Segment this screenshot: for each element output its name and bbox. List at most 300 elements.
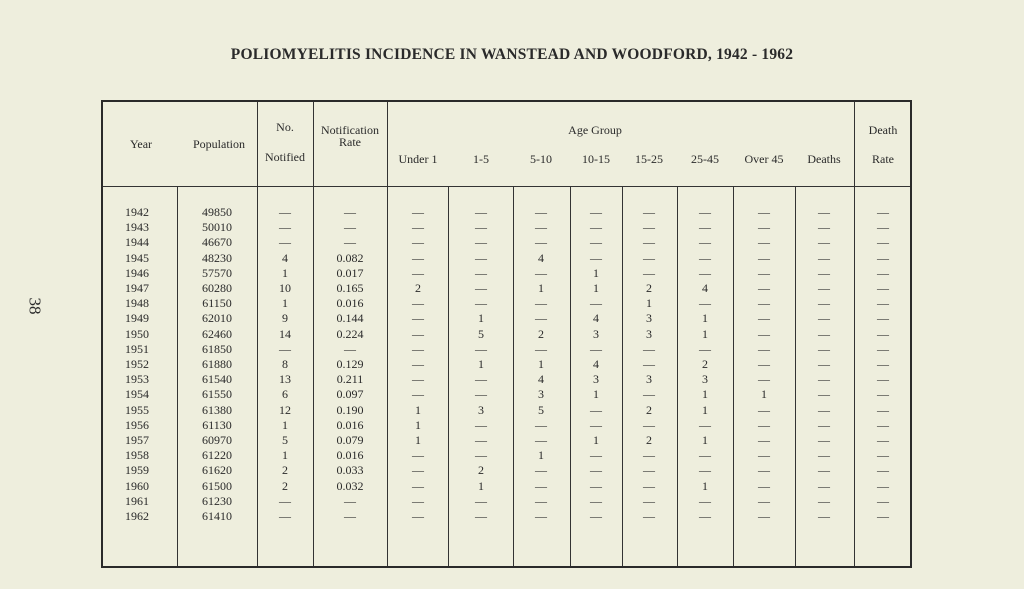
cell-no-notified: 14: [279, 326, 291, 341]
cell-age-10-15: —: [590, 463, 602, 478]
cell-death-rate: —: [877, 493, 889, 508]
cell-notification-rate: —: [344, 235, 356, 250]
cell-over-45: —: [758, 372, 770, 387]
cell-age-1-5: 1: [478, 357, 484, 371]
cell-death-rate: —: [877, 296, 889, 311]
cell-population: 57570: [202, 265, 232, 280]
header-death-rate-top: Death: [868, 123, 898, 137]
cell-age-25-45: 1: [702, 433, 708, 447]
cell-year: 1956: [125, 417, 149, 432]
cell-deaths: —: [818, 509, 830, 523]
cell-age-5-10: 4: [538, 372, 544, 387]
cell-age-1-5: 2: [478, 463, 484, 478]
cell-notification-rate: —: [344, 220, 356, 235]
cell-age-5-10: —: [535, 311, 547, 326]
cell-over-45: —: [758, 357, 770, 371]
cell-population: 61230: [202, 493, 232, 508]
cell-no-notified: —: [279, 235, 291, 250]
cell-under-1: —: [412, 341, 424, 356]
cell-under-1: —: [412, 235, 424, 250]
header-population: Population: [192, 137, 246, 151]
cell-death-rate: —: [877, 417, 889, 432]
cell-under-1: —: [412, 265, 424, 280]
cell-age-1-5: 1: [478, 311, 484, 326]
cell-notification-rate: 0.129: [336, 357, 364, 371]
cell-age-10-15: —: [590, 220, 602, 235]
cell-age-5-10: —: [535, 493, 547, 508]
cell-over-45: —: [758, 235, 770, 250]
cell-age-15-25: —: [643, 357, 655, 371]
cell-no-notified: 1: [282, 265, 288, 280]
cell-death-rate: —: [877, 235, 889, 250]
cell-population: 61620: [202, 463, 232, 478]
cell-age-10-15: —: [590, 296, 602, 311]
cell-age-15-25: 2: [646, 281, 652, 295]
cell-population: 61500: [202, 478, 232, 493]
cell-deaths: —: [818, 478, 830, 493]
cell-deaths: —: [818, 326, 830, 341]
cell-age-5-10: 2: [538, 326, 544, 341]
cell-age-10-15: —: [590, 493, 602, 508]
cell-age-1-5: —: [475, 205, 487, 219]
header-age-10-15: 10-15: [582, 152, 610, 166]
cell-age-10-15: 3: [593, 326, 599, 341]
cell-over-45: —: [758, 493, 770, 508]
cell-death-rate: —: [877, 509, 889, 523]
cell-age-25-45: —: [699, 417, 711, 432]
cell-notification-rate: 0.017: [336, 265, 364, 280]
table-row: [103, 418, 910, 433]
cell-over-45: —: [758, 509, 770, 523]
cell-age-10-15: 1: [593, 433, 599, 447]
cell-notification-rate: 0.082: [336, 250, 364, 265]
table-row: [103, 494, 910, 509]
cell-age-5-10: 3: [538, 387, 544, 402]
cell-age-1-5: —: [475, 265, 487, 280]
cell-death-rate: —: [877, 250, 889, 265]
cell-age-10-15: 1: [593, 387, 599, 402]
cell-over-45: 1: [761, 387, 767, 402]
cell-notification-rate: 0.016: [336, 296, 364, 311]
cell-deaths: —: [818, 433, 830, 447]
cell-year: 1946: [125, 265, 149, 280]
cell-age-5-10: —: [535, 205, 547, 219]
cell-year: 1943: [125, 220, 149, 235]
cell-population: 61410: [202, 509, 232, 523]
cell-population: 48230: [202, 250, 232, 265]
cell-no-notified: 8: [282, 357, 288, 371]
cell-age-25-45: —: [699, 250, 711, 265]
cell-over-45: —: [758, 402, 770, 417]
cell-no-notified: 1: [282, 448, 288, 463]
cell-deaths: —: [818, 281, 830, 295]
cell-age-1-5: —: [475, 493, 487, 508]
cell-age-5-10: —: [535, 463, 547, 478]
cell-age-1-5: —: [475, 433, 487, 447]
cell-deaths: —: [818, 341, 830, 356]
cell-under-1: —: [412, 372, 424, 387]
cell-death-rate: —: [877, 402, 889, 417]
cell-age-10-15: —: [590, 478, 602, 493]
cell-year: 1945: [125, 250, 149, 265]
cell-death-rate: —: [877, 387, 889, 402]
cell-under-1: —: [412, 478, 424, 493]
cell-notification-rate: 0.016: [336, 448, 364, 463]
cell-population: 61880: [202, 357, 232, 371]
table-row: [103, 281, 910, 296]
cell-year: 1950: [125, 326, 149, 341]
page-title: POLIOMYELITIS INCIDENCE IN WANSTEAD AND WOODFORD, 1942 - 1962: [230, 46, 794, 63]
cell-age-15-25: —: [643, 265, 655, 280]
cell-over-45: —: [758, 296, 770, 311]
cell-under-1: —: [412, 387, 424, 402]
cell-under-1: —: [412, 250, 424, 265]
cell-age-15-25: —: [643, 417, 655, 432]
cell-no-notified: 5: [282, 433, 288, 447]
table-row: [103, 327, 910, 342]
cell-over-45: —: [758, 326, 770, 341]
cell-year: 1944: [125, 235, 149, 250]
cell-population: 61540: [202, 372, 232, 387]
cell-no-notified: —: [279, 205, 291, 219]
cell-age-15-25: —: [643, 341, 655, 356]
cell-age-1-5: —: [475, 250, 487, 265]
cell-under-1: —: [412, 493, 424, 508]
cell-age-15-25: —: [643, 220, 655, 235]
cell-age-1-5: —: [475, 281, 487, 295]
cell-over-45: —: [758, 265, 770, 280]
cell-deaths: —: [818, 402, 830, 417]
cell-age-1-5: —: [475, 220, 487, 235]
cell-notification-rate: 0.224: [336, 326, 364, 341]
cell-under-1: —: [412, 463, 424, 478]
cell-no-notified: —: [279, 509, 291, 523]
cell-age-5-10: 4: [538, 250, 544, 265]
table-row: [103, 387, 910, 402]
header-age-group: Age Group: [568, 123, 622, 137]
cell-age-25-45: —: [699, 220, 711, 235]
cell-notification-rate: 0.165: [336, 281, 364, 295]
cell-age-1-5: 5: [478, 326, 484, 341]
cell-age-10-15: 1: [593, 265, 599, 280]
cell-over-45: —: [758, 448, 770, 463]
cell-no-notified: 2: [282, 478, 288, 493]
cell-population: 61130: [202, 417, 232, 432]
cell-over-45: —: [758, 478, 770, 493]
cell-age-1-5: —: [475, 387, 487, 402]
header-no-notified-bottom: Notified: [265, 150, 305, 164]
cell-age-1-5: —: [475, 417, 487, 432]
table-row: [103, 479, 910, 494]
table-row: [103, 205, 910, 220]
cell-notification-rate: 0.032: [336, 478, 364, 493]
cell-year: 1959: [125, 463, 149, 478]
cell-no-notified: 1: [282, 296, 288, 311]
cell-over-45: —: [758, 341, 770, 356]
cell-age-5-10: 1: [538, 357, 544, 371]
header-notification-rate-bottom: Rate: [339, 135, 361, 149]
cell-year: 1942: [125, 205, 149, 219]
cell-deaths: —: [818, 463, 830, 478]
cell-notification-rate: 0.144: [336, 311, 364, 326]
cell-age-5-10: 1: [538, 448, 544, 463]
cell-age-15-25: —: [643, 478, 655, 493]
cell-no-notified: 13: [279, 372, 291, 387]
cell-year: 1947: [125, 281, 149, 295]
cell-age-5-10: —: [535, 417, 547, 432]
cell-under-1: 1: [415, 433, 421, 447]
cell-population: 62010: [202, 311, 232, 326]
cell-year: 1953: [125, 372, 149, 387]
cell-year: 1960: [125, 478, 149, 493]
cell-age-5-10: —: [535, 341, 547, 356]
header-age-25-45: 25-45: [691, 152, 719, 166]
cell-death-rate: —: [877, 372, 889, 387]
cell-over-45: —: [758, 463, 770, 478]
cell-age-5-10: 1: [538, 281, 544, 295]
cell-age-15-25: 3: [646, 311, 652, 326]
cell-year: 1952: [125, 357, 149, 371]
cell-population: 61550: [202, 387, 232, 402]
cell-notification-rate: —: [344, 205, 356, 219]
cell-age-25-45: 1: [702, 311, 708, 326]
cell-notification-rate: 0.190: [336, 402, 364, 417]
cell-population: 61220: [202, 448, 232, 463]
cell-under-1: 1: [415, 417, 421, 432]
cell-age-15-25: —: [643, 250, 655, 265]
cell-population: 61150: [202, 296, 232, 311]
cell-population: 61380: [202, 402, 232, 417]
cell-death-rate: —: [877, 448, 889, 463]
cell-age-5-10: 5: [538, 402, 544, 417]
cell-deaths: —: [818, 250, 830, 265]
header-no-notified-top: No.: [276, 120, 294, 134]
table-row: [103, 251, 910, 266]
cell-age-25-45: —: [699, 341, 711, 356]
cell-no-notified: 9: [282, 311, 288, 326]
cell-no-notified: 10: [279, 281, 291, 295]
cell-no-notified: 12: [279, 402, 291, 417]
cell-notification-rate: 0.033: [336, 463, 364, 478]
header-age-15-25: 15-25: [635, 152, 663, 166]
cell-year: 1955: [125, 402, 149, 417]
header-over-45: Over 45: [744, 152, 784, 166]
cell-death-rate: —: [877, 311, 889, 326]
cell-deaths: —: [818, 205, 830, 219]
cell-age-5-10: —: [535, 433, 547, 447]
cell-age-1-5: —: [475, 509, 487, 523]
cell-population: 60280: [202, 281, 232, 295]
cell-age-5-10: —: [535, 220, 547, 235]
cell-over-45: —: [758, 433, 770, 447]
cell-age-25-45: —: [699, 509, 711, 523]
cell-age-5-10: —: [535, 235, 547, 250]
cell-age-5-10: —: [535, 509, 547, 523]
cell-age-25-45: —: [699, 463, 711, 478]
table-row: [103, 220, 910, 235]
cell-age-25-45: —: [699, 448, 711, 463]
cell-age-15-25: 2: [646, 433, 652, 447]
cell-age-25-45: —: [699, 235, 711, 250]
cell-age-5-10: —: [535, 478, 547, 493]
cell-deaths: —: [818, 372, 830, 387]
header-year: Year: [129, 137, 153, 151]
cell-year: 1948: [125, 296, 149, 311]
cell-deaths: —: [818, 311, 830, 326]
cell-population: 61850: [202, 341, 232, 356]
cell-year: 1957: [125, 433, 149, 447]
cell-population: 62460: [202, 326, 232, 341]
cell-no-notified: 2: [282, 463, 288, 478]
cell-death-rate: —: [877, 433, 889, 447]
cell-notification-rate: 0.079: [336, 433, 364, 447]
cell-age-15-25: —: [643, 493, 655, 508]
cell-age-15-25: —: [643, 463, 655, 478]
table-row: [103, 372, 910, 387]
cell-age-10-15: 4: [593, 357, 599, 371]
cell-age-25-45: 1: [702, 402, 708, 417]
header-age-5-10: 5-10: [530, 152, 552, 166]
cell-age-10-15: —: [590, 417, 602, 432]
cell-over-45: —: [758, 281, 770, 295]
cell-age-5-10: —: [535, 296, 547, 311]
cell-deaths: —: [818, 417, 830, 432]
cell-age-15-25: —: [643, 235, 655, 250]
table-row: [103, 296, 910, 311]
cell-age-25-45: —: [699, 493, 711, 508]
cell-no-notified: —: [279, 493, 291, 508]
table-row: [103, 463, 910, 478]
table-row: [103, 448, 910, 463]
cell-age-1-5: —: [475, 372, 487, 387]
cell-age-15-25: 2: [646, 402, 652, 417]
cell-age-15-25: —: [643, 509, 655, 523]
table-row: [103, 357, 910, 372]
cell-age-10-15: —: [590, 205, 602, 219]
cell-population: 49850: [202, 205, 232, 219]
cell-no-notified: —: [279, 220, 291, 235]
table-row: [103, 433, 910, 448]
cell-year: 1951: [125, 341, 149, 356]
cell-under-1: 2: [415, 281, 421, 295]
cell-deaths: —: [818, 235, 830, 250]
cell-under-1: 1: [415, 402, 421, 417]
cell-notification-rate: —: [344, 341, 356, 356]
cell-age-10-15: 1: [593, 281, 599, 295]
cell-notification-rate: 0.211: [336, 372, 364, 387]
cell-notification-rate: 0.016: [336, 417, 364, 432]
cell-age-15-25: 1: [646, 296, 652, 311]
cell-under-1: —: [412, 448, 424, 463]
cell-notification-rate: 0.097: [336, 387, 364, 402]
cell-age-10-15: —: [590, 235, 602, 250]
table-row: [103, 342, 910, 357]
cell-death-rate: —: [877, 281, 889, 295]
cell-population: 46670: [202, 235, 232, 250]
cell-under-1: —: [412, 509, 424, 523]
cell-age-10-15: —: [590, 341, 602, 356]
cell-age-15-25: 3: [646, 326, 652, 341]
cell-deaths: —: [818, 387, 830, 402]
cell-under-1: —: [412, 326, 424, 341]
cell-deaths: —: [818, 265, 830, 280]
incidence-table: [101, 100, 912, 568]
cell-no-notified: —: [279, 341, 291, 356]
table-row: [103, 311, 910, 326]
cell-age-1-5: —: [475, 341, 487, 356]
cell-death-rate: —: [877, 341, 889, 356]
cell-death-rate: —: [877, 265, 889, 280]
cell-age-15-25: 3: [646, 372, 652, 387]
cell-age-10-15: 4: [593, 311, 599, 326]
cell-death-rate: —: [877, 463, 889, 478]
cell-age-25-45: 1: [702, 387, 708, 402]
cell-age-1-5: 3: [478, 402, 484, 417]
cell-year: 1958: [125, 448, 149, 463]
cell-death-rate: —: [877, 357, 889, 371]
cell-year: 1949: [125, 311, 149, 326]
table-row: [103, 235, 910, 250]
header-notification-rate-top: Notification: [321, 123, 379, 137]
cell-over-45: —: [758, 417, 770, 432]
cell-age-25-45: —: [699, 265, 711, 280]
cell-age-25-45: —: [699, 296, 711, 311]
cell-no-notified: 6: [282, 387, 288, 402]
cell-age-1-5: —: [475, 296, 487, 311]
cell-age-25-45: 1: [702, 326, 708, 341]
cell-deaths: —: [818, 296, 830, 311]
cell-age-15-25: —: [643, 448, 655, 463]
cell-under-1: —: [412, 357, 424, 371]
cell-no-notified: 1: [282, 417, 288, 432]
cell-year: 1954: [125, 387, 149, 402]
table-row: [103, 509, 910, 524]
cell-death-rate: —: [877, 220, 889, 235]
cell-over-45: —: [758, 311, 770, 326]
cell-under-1: —: [412, 296, 424, 311]
cell-death-rate: —: [877, 205, 889, 219]
page-number: 38: [25, 297, 45, 315]
cell-no-notified: 4: [282, 250, 288, 265]
header-under-1: Under 1: [398, 152, 438, 166]
cell-age-10-15: 3: [593, 372, 599, 387]
cell-age-15-25: —: [643, 205, 655, 219]
cell-age-10-15: —: [590, 448, 602, 463]
cell-under-1: —: [412, 311, 424, 326]
cell-deaths: —: [818, 357, 830, 371]
cell-age-10-15: —: [590, 509, 602, 523]
cell-year: 1961: [125, 493, 149, 508]
header-age-1-5: 1-5: [473, 152, 489, 166]
header-death-rate-bottom: Rate: [872, 152, 894, 166]
cell-age-10-15: —: [590, 250, 602, 265]
cell-deaths: —: [818, 220, 830, 235]
cell-notification-rate: —: [344, 509, 356, 523]
table-row: [103, 403, 910, 418]
cell-under-1: —: [412, 205, 424, 219]
cell-age-1-5: —: [475, 235, 487, 250]
cell-age-25-45: 1: [702, 478, 708, 493]
header-deaths: Deaths: [807, 152, 841, 166]
table-row: [103, 266, 910, 281]
cell-death-rate: —: [877, 478, 889, 493]
cell-age-15-25: —: [643, 387, 655, 402]
cell-age-25-45: —: [699, 205, 711, 219]
cell-population: 50010: [202, 220, 232, 235]
header-divider: [103, 186, 910, 187]
cell-age-1-5: 1: [478, 478, 484, 493]
cell-age-10-15: —: [590, 402, 602, 417]
